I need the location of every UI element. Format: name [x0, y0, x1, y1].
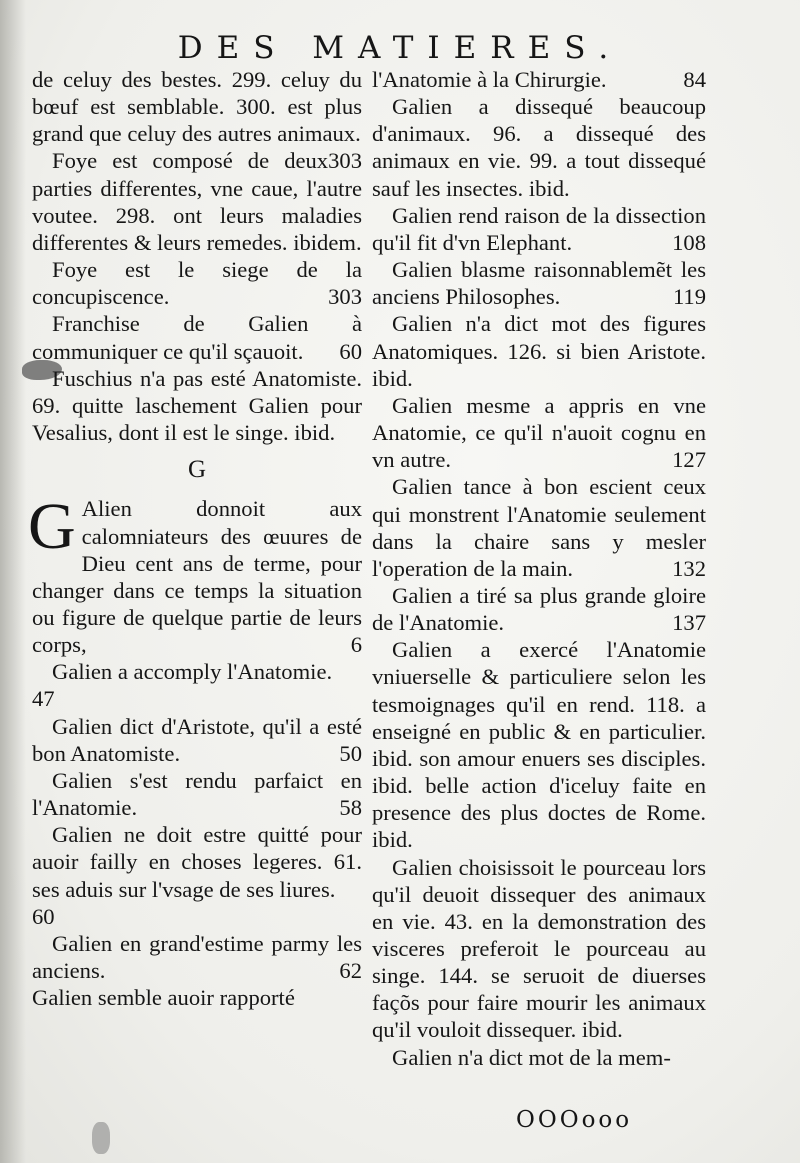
index-entry [372, 202, 706, 256]
index-entry [372, 256, 706, 310]
index-entry [32, 310, 362, 364]
page-ref: 119 [672, 284, 706, 310]
page-ref: 132 [672, 555, 706, 581]
entry-text: Galien tance à bon escient ceux qui monstrent l'Anatomie seulement dans la chaire sans y mesler l'operation de la main. [372, 474, 706, 581]
entry-text: Galien semble auoir rapporté [32, 985, 295, 1011]
left-column [28, 66, 362, 1011]
entry-text: Galien n'a dict mot des figures Anatomiques. 126. si bien Aristote. ibid. [372, 311, 706, 391]
entry-text: Franchise de Galien à communiquer ce qu'il sçauoit. [32, 311, 362, 364]
entry-text: Foye est le siege de la concupiscence. [32, 257, 362, 310]
index-entry [372, 636, 706, 853]
index-entry [372, 854, 706, 1044]
page-ref: 62 [339, 958, 362, 983]
index-entry [372, 1044, 706, 1071]
page-ref: 6 [350, 632, 362, 658]
entry-text: l'Anatomie à la Chirurgie. [372, 67, 607, 92]
right-column [372, 66, 706, 1071]
entry-text: de celuy des bestes. 299. celuy du bœuf est semblable. 300. est plus grand que celuy des autres animaux. [32, 67, 362, 147]
index-entry [32, 147, 362, 256]
page-ref: 137 [672, 610, 706, 636]
entry-text: Galien a exercé l'Anatomie vniuerselle & particuliere selon les tesmoignages qu'il en rend. 118. a enseigné en public & en particulier. ibid. son amour enuers ses disciples. ibid. belle action d'iceluy faite en presence des plus doctes de Rome. ibid. [372, 637, 706, 853]
running-head: DES MATIERES. [177, 30, 623, 66]
page-ref: 108 [672, 229, 706, 255]
page-ref: 47 [32, 686, 55, 712]
entry-text: Galien n'a dict mot de la mem- [392, 1044, 671, 1070]
entry-text: Alien donnoit aux calomniateurs des œuures de Dieu cent ans de terme, pour changer dans ce temps la situation ou figure de quelque partie de leurs corps, [32, 496, 362, 658]
drop-cap: G [28, 490, 76, 564]
entry-text: Galien choisissoit le pourceau lors qu'il deuoit dissequer des animaux en vie. 43. en la demonstration des visceres preferoit le pourceau au singe. 144. se seruoit de diuerses façõs pour faire mourir les animaux qu'il vouloit dissequer. ibid. [372, 854, 706, 1043]
entry-text: Galien blasme raisonnablemẽt les anciens Philosophes. [372, 257, 706, 310]
index-entry [28, 490, 362, 658]
page-ref: 303 [328, 148, 362, 174]
page-ref: 58 [339, 795, 362, 821]
index-entry [372, 66, 706, 93]
index-entry [32, 821, 362, 930]
index-entry [32, 984, 362, 1011]
index-entry [32, 658, 362, 712]
page-ref: 60 [32, 903, 55, 929]
entry-text: Foye est composé de deux parties differentes, vne caue, l'autre voutee. 298. ont leurs maladies differentes & leurs remedes. ibidem. [32, 148, 362, 255]
entry-text: Galien en grand'estime parmy les anciens. [32, 930, 362, 983]
page-ref: 50 [339, 740, 362, 766]
entry-text: Galien a tiré sa plus grande gloire de l'Anatomie. [372, 582, 706, 636]
page-ref: 127 [672, 447, 706, 473]
index-entry [32, 365, 362, 446]
entry-text: Galien a accomply l'Anatomie. [52, 659, 333, 685]
page-ref: 60 [339, 338, 362, 364]
index-entry [32, 713, 362, 767]
index-entry [32, 66, 362, 174]
entry-text: Galien a dissequé beaucoup d'animaux. 96. a dissequé des animaux en vie. 99. a tout dissequé sauf les insectes. ibid. [372, 94, 706, 201]
page-ref: 84 [683, 67, 706, 92]
page-ref: 303 [328, 284, 362, 310]
entry-text: Galien ne doit estre quitté pour auoir failly en choses legeres. 61. ses aduis sur l'vsage de ses liures. [32, 822, 362, 902]
index-entry [372, 93, 706, 202]
index-entry [372, 392, 706, 473]
gutter-shadow [0, 0, 26, 1163]
letter-heading: G [187, 456, 207, 484]
index-entry [32, 930, 362, 984]
index-entry [372, 473, 706, 582]
entry-text: Galien mesme a appris en vne Anatomie, ce qu'il n'auoit cognu en vn autre. [372, 392, 706, 473]
index-entry [372, 582, 706, 636]
index-entry [32, 256, 362, 310]
catchword: OOOooo [516, 1107, 633, 1133]
index-entry [372, 310, 706, 391]
entry-text: Galien rend raison de la dissection qu'il fit d'vn Elephant. [372, 202, 706, 255]
entry-text: Fuschius n'a pas esté Anatomiste. 69. quitte laschement Galien pour Vesalius, dont il est le singe. ibid. [32, 365, 362, 446]
entry-text: Galien s'est rendu parfaict en l'Anatomie. [32, 767, 362, 821]
ink-smudge [92, 1122, 110, 1154]
entry-text: Galien dict d'Aristote, qu'il a esté bon Anatomiste. [32, 713, 362, 766]
index-entry [32, 767, 362, 821]
